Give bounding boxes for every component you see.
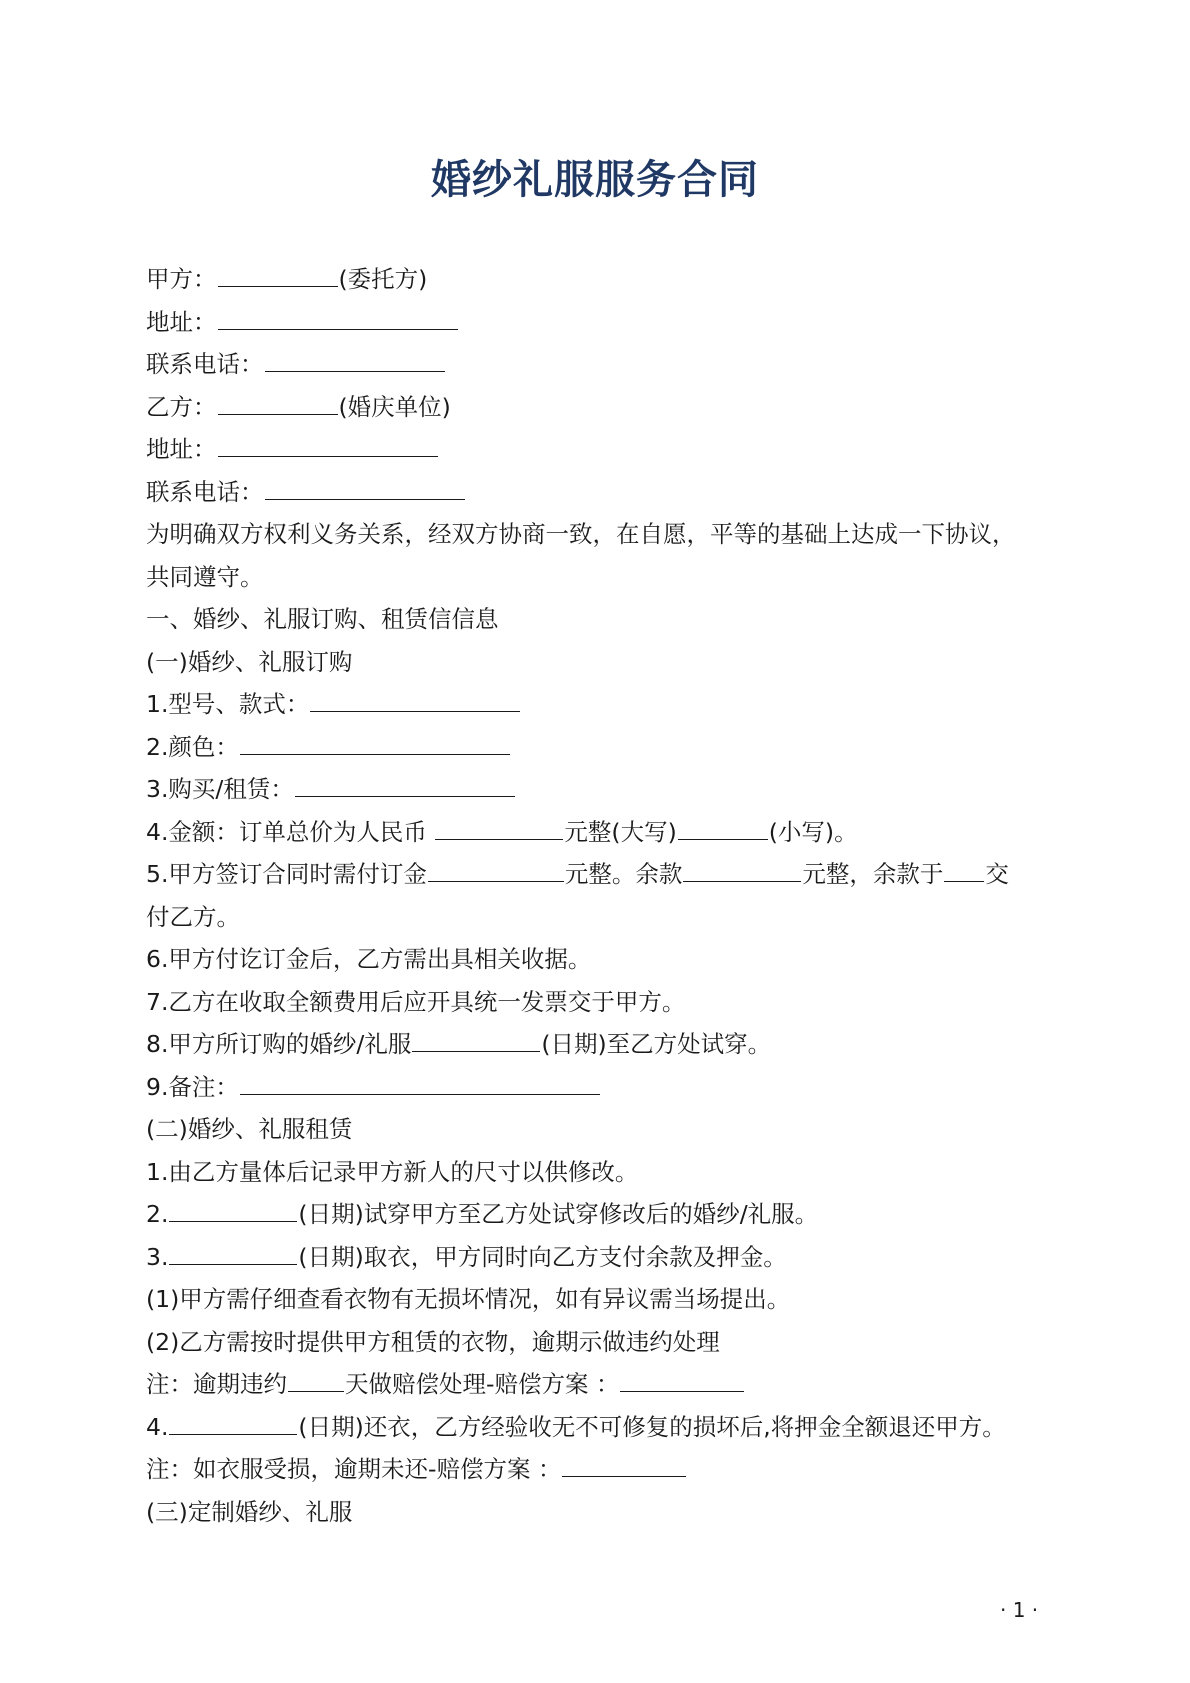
rental-fitting-date-blank[interactable]: [169, 1199, 297, 1222]
rental-item-2: 2. (日期)试穿甲方至乙方处试穿修改后的婚纱/礼服。: [146, 1200, 819, 1228]
balance-blank[interactable]: [683, 859, 801, 882]
subsection-1-heading: (一)婚纱、礼服订购: [146, 647, 353, 676]
page-number: · 1 ·: [1000, 1598, 1039, 1622]
overdue-compensation-blank[interactable]: [620, 1369, 744, 1392]
amount-lower-blank[interactable]: [678, 817, 768, 840]
preamble-line-2: 共同遵守。: [146, 562, 264, 591]
party-a-address-blank[interactable]: [218, 307, 458, 330]
purchase-rent-blank[interactable]: [295, 774, 515, 797]
party-a-line: 甲方： (委托方): [146, 265, 428, 293]
party-b-phone-line: 联系电话：: [146, 471, 1051, 514]
party-a-phone-blank[interactable]: [265, 349, 445, 372]
document-title: 婚纱礼服服务合同: [431, 157, 759, 203]
rental-item-1: 1.由乙方量体后记录甲方新人的尺寸以供修改。: [146, 1157, 639, 1186]
subsection-2-heading: (二)婚纱、礼服租赁: [146, 1115, 353, 1143]
rental-item-3-2: (2)乙方需按时提供甲方租赁的衣物，逾期示做违约处理: [146, 1327, 720, 1356]
remarks-blank[interactable]: [240, 1072, 600, 1095]
party-a-name-blank[interactable]: [218, 264, 338, 287]
item-deposit-continued: 付乙方。: [146, 902, 240, 931]
rental-item-3: 3. (日期)取衣，甲方同时向乙方支付余款及押金。: [146, 1242, 787, 1271]
party-b-line: 乙方： (婚庆单位): [146, 392, 451, 421]
overdue-note: 注：逾期违约 天做赔偿处理-赔偿方案 ：: [146, 1363, 1051, 1406]
item-remarks: 9.备注：: [146, 1066, 1051, 1109]
item-receipt: 6.甲方付讫订金后，乙方需出具相关收据。: [146, 945, 592, 973]
amount-upper-blank[interactable]: [435, 817, 563, 840]
party-a-phone-line: 联系电话：: [146, 343, 1051, 386]
item-color: 2.颜色：: [146, 726, 1051, 769]
balance-date-blank[interactable]: [944, 859, 984, 882]
party-b-address-blank[interactable]: [218, 434, 438, 457]
party-b-name-blank[interactable]: [218, 392, 338, 415]
item-amount: 4.金额：订单总价为人民币 元整(大写) (小写)。: [146, 817, 858, 846]
subsection-3-heading: (三)定制婚纱、礼服: [146, 1497, 353, 1526]
pickup-date-blank[interactable]: [169, 1242, 297, 1265]
item-deposit: 5.甲方签订合同时需付订金 元整。余款 元整，余款于 交: [146, 860, 1009, 888]
rental-item-3-1: (1)甲方需仔细查看衣物有无损坏情况，如有异议需当场提出。: [146, 1285, 791, 1313]
party-b-address-line: 地址：: [146, 428, 1051, 471]
section-1-heading: 一、婚纱、礼服订购、租赁信信息: [146, 605, 499, 633]
overdue-days-blank[interactable]: [288, 1369, 344, 1392]
contract-body: [146, 258, 1051, 1533]
item-purchase-rent: 3.购买/租赁：: [146, 768, 1051, 811]
item-invoice: 7.乙方在收取全额费用后应开具统一发票交于甲方。: [146, 987, 686, 1016]
item-fitting-date: 8.甲方所订购的婚纱/礼服 (日期)至乙方处试穿。: [146, 1030, 772, 1058]
party-b-phone-blank[interactable]: [265, 477, 465, 500]
rental-item-4: 4. (日期)还衣，乙方经验收无不可修复的损坏后,将押金全额退还甲方。: [146, 1412, 1006, 1441]
fitting-date-blank[interactable]: [412, 1029, 540, 1052]
party-a-address-line: 地址：: [146, 301, 1051, 344]
damage-note: 注：如衣服受损，逾期未还-赔偿方案 ：: [146, 1448, 1051, 1491]
return-date-blank[interactable]: [169, 1412, 297, 1435]
model-style-blank[interactable]: [310, 689, 520, 712]
deposit-blank[interactable]: [428, 859, 564, 882]
color-blank[interactable]: [240, 732, 510, 755]
damage-compensation-blank[interactable]: [562, 1454, 686, 1477]
item-model-style: 1.型号、款式：: [146, 683, 1051, 726]
preamble-line-1: 为明确双方权利义务关系，经双方协商一致，在自愿，平等的基础上达成一下协议，: [146, 520, 1016, 548]
